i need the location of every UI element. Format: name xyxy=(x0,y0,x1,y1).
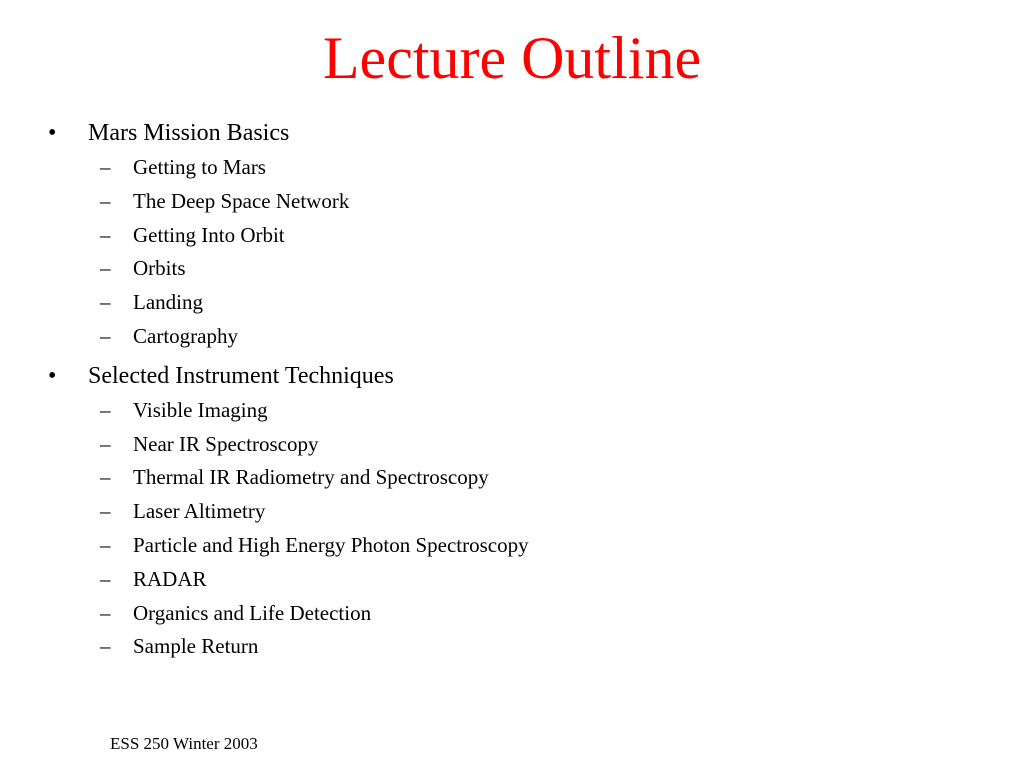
subtopic-item xyxy=(0,460,1024,494)
subtopic-label: Laser Altimetry xyxy=(133,499,266,524)
subtopic-label: Visible Imaging xyxy=(133,397,268,422)
dash-icon: – xyxy=(100,290,111,315)
subtopic-item xyxy=(0,528,1024,562)
subtopic-label: RADAR xyxy=(133,566,207,591)
subtopic-item xyxy=(0,319,1024,353)
dash-icon: – xyxy=(100,499,111,524)
dash-icon: – xyxy=(100,397,111,422)
subtopic-label: Particle and High Energy Photon Spectroscopy xyxy=(133,532,529,557)
subtopic-item xyxy=(0,184,1024,218)
outline-topic xyxy=(0,359,1024,663)
subtopic-label: Thermal IR Radiometry and Spectroscopy xyxy=(133,465,489,490)
slide-title: Lecture Outline xyxy=(322,25,702,91)
subtopic-item xyxy=(0,596,1024,630)
dash-icon: – xyxy=(100,566,111,591)
subtopic-label: The Deep Space Network xyxy=(133,188,350,213)
subtopic-label: Getting Into Orbit xyxy=(133,222,285,247)
subtopic-item xyxy=(0,251,1024,285)
bullet-icon: • xyxy=(48,362,57,389)
subtopic-item xyxy=(0,494,1024,528)
subtopic-label: Near IR Spectroscopy xyxy=(133,431,319,456)
topic-label: Mars Mission Basics xyxy=(88,120,290,146)
dash-icon: – xyxy=(100,600,111,625)
outline-list xyxy=(0,116,1024,669)
subtopic-item xyxy=(0,393,1024,427)
subtopic-item xyxy=(0,629,1024,663)
subtopic-item xyxy=(0,150,1024,184)
outline-topic xyxy=(0,116,1024,353)
subtopic-list xyxy=(0,393,1024,663)
subtopic-label: Orbits xyxy=(133,256,186,281)
subtopic-label: Cartography xyxy=(133,323,238,348)
subtopic-label: Landing xyxy=(133,290,203,315)
dash-icon: – xyxy=(100,532,111,557)
slide-footer: ESS 250 Winter 2003 xyxy=(110,734,258,753)
subtopic-list xyxy=(0,150,1024,353)
dash-icon: – xyxy=(100,431,111,456)
topic-row xyxy=(0,359,1024,393)
subtopic-item xyxy=(0,562,1024,596)
subtopic-item xyxy=(0,218,1024,252)
dash-icon: – xyxy=(100,188,111,213)
subtopic-label: Sample Return xyxy=(133,634,259,659)
subtopic-label: Getting to Mars xyxy=(133,155,266,179)
dash-icon: – xyxy=(100,256,111,281)
subtopic-label: Organics and Life Detection xyxy=(133,600,372,625)
bullet-icon: • xyxy=(48,120,57,146)
subtopic-item xyxy=(0,285,1024,319)
dash-icon: – xyxy=(100,323,111,348)
dash-icon: – xyxy=(100,465,111,490)
dash-icon: – xyxy=(100,155,111,179)
dash-icon: – xyxy=(100,222,111,247)
topic-row xyxy=(0,116,1024,150)
dash-icon: – xyxy=(100,634,111,659)
topic-label: Selected Instrument Techniques xyxy=(88,362,394,389)
subtopic-item xyxy=(0,427,1024,461)
